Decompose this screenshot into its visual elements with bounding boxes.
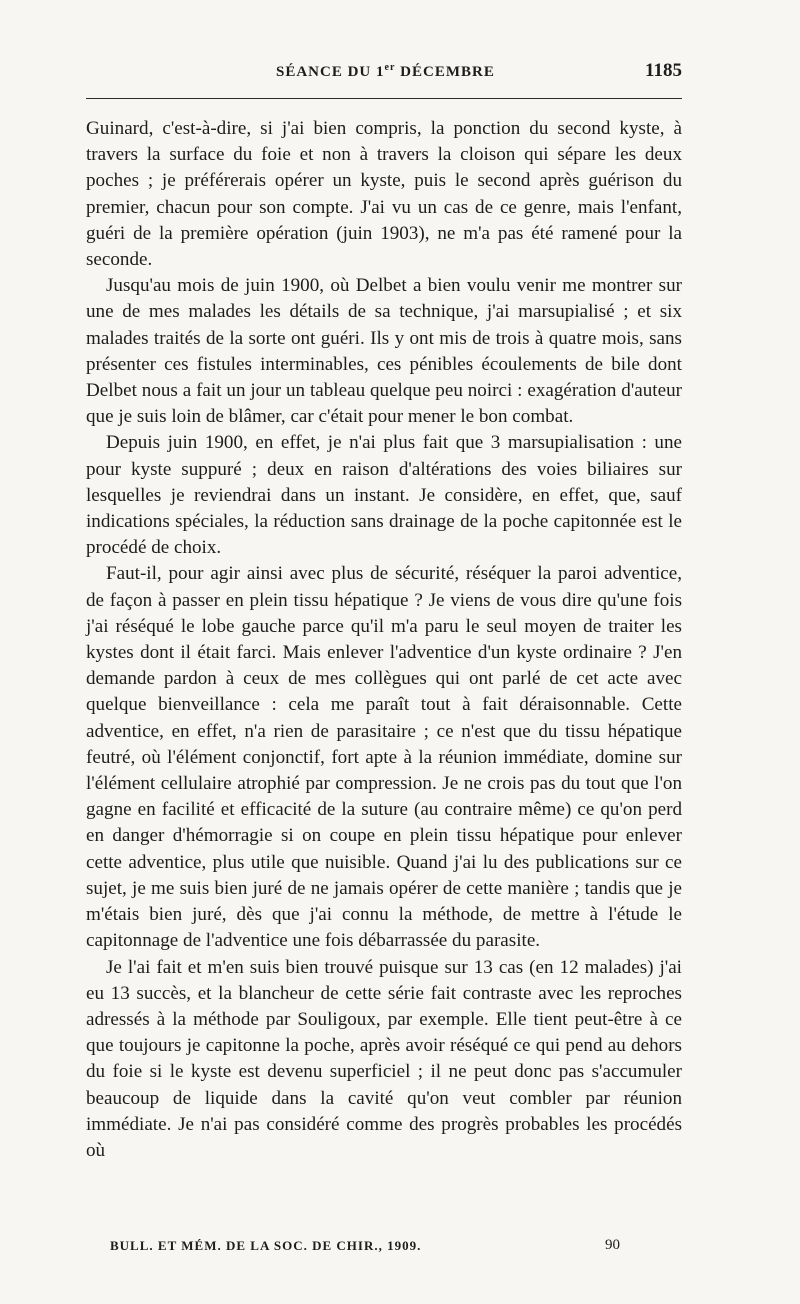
paragraph-continuation: Guinard, c'est-à-dire, si j'ai bien compris, la ponction du second kyste, à travers la surface du foie et non à travers la cloison qui sépare les deux poches ; je préférerais opérer un kyste, puis le second après guérison du premier, chacun pour son compte. J'ai vu un cas de ce genre, mais l'enfant, guéri de la première opération (juin 1903), ne m'a pas été ramené pour la seconde.: [86, 118, 682, 271]
page-header: [86, 58, 682, 88]
header-rule: [86, 98, 682, 99]
paragraph: Jusqu'au mois de juin 1900, où Delbet a bien voulu venir me montrer sur une de mes malades les détails de sa technique, j'ai marsupialisé ; et six malades traités de la sorte ont guéri. Ils y ont mis de trois à quatre mois, sans présenter ces fistules interminables, ces pénibles écoulements de bile dont Delbet nous a fait un jour un tableau quelque peu noirci : exagération d'auteur que je suis loin de blâmer, car c'était pour mener le bon combat.: [86, 275, 682, 428]
sheet-number: 90: [605, 1237, 620, 1253]
running-title: SÉANCE DU 1er DÉCEMBRE: [276, 62, 495, 80]
page-number: 1185: [645, 60, 682, 81]
paragraph: Faut-il, pour agir ainsi avec plus de sécurité, réséquer la paroi adventice, de façon à passer en plein tissu hépatique ? Je viens de vous dire qu'une fois j'ai réséqué le lobe gauche parce qu'il m'a paru le seul moyen de traiter les kystes dont il était farci. Mais enlever l'adventice d'un kyste ordinaire ? J'en demande pardon à ceux de mes collègues qui ont parlé de cet acte avec quelque bienveillance : cela me paraît tout à fait déraisonnable. Cette adventice, en effet, n'a rien de parasitaire ; ce n'est que du tissu hépatique feutré, où l'élément conjonctif, fort apte à la réunion immédiate, domine sur l'élément cellulaire atrophié par compression. Je ne crois pas du tout que l'on gagne en facilité et efficacité de la suture (au contraire même) ce qu'on perd en danger d'hémorragie si on coupe en plein tissu hépatique pour enlever cette adventice, plus utile que nuisible. Quand j'ai lu des publications sur ce sujet, je me suis bien juré de ne jamais opérer de cette manière ; tandis que je m'étais bien juré, dès que j'ai connu la méthode, de mettre à l'étude le capitonnage de l'adventice une fois débarrassée du parasite.: [86, 563, 682, 952]
body-text: [86, 116, 682, 1164]
journal-citation: BULL. ET MÉM. DE LA SOC. DE CHIR., 1909.: [110, 1238, 422, 1253]
paragraph: Je l'ai fait et m'en suis bien trouvé puisque sur 13 cas (en 12 malades) j'ai eu 13 succès, et la blancheur de cette série fait contraste avec les reproches adressés à la méthode par Souligoux, par exemple. Elle tient peut-être à ce que toujours je capitonne la poche, après avoir réséqué ce qui pend au dehors du foie si le kyste est devenu superficiel ; il ne peut donc pas s'accumuler beaucoup de liquide dans la cavité qu'on veut combler par réunion immédiate. Je n'ai pas considéré comme des progrès probables les procédés où: [86, 956, 682, 1161]
paragraph: Depuis juin 1900, en effet, je n'ai plus fait que 3 marsupialisation : une pour kyste suppuré ; deux en raison d'altérations des voies biliaires sur lesquelles je reviendrai dans un instant. Je considère, en effet, que, sauf indications spéciales, la réduction sans drainage de la poche capitonnée est le procédé de choix.: [86, 432, 682, 559]
page-footer: [110, 1238, 630, 1262]
